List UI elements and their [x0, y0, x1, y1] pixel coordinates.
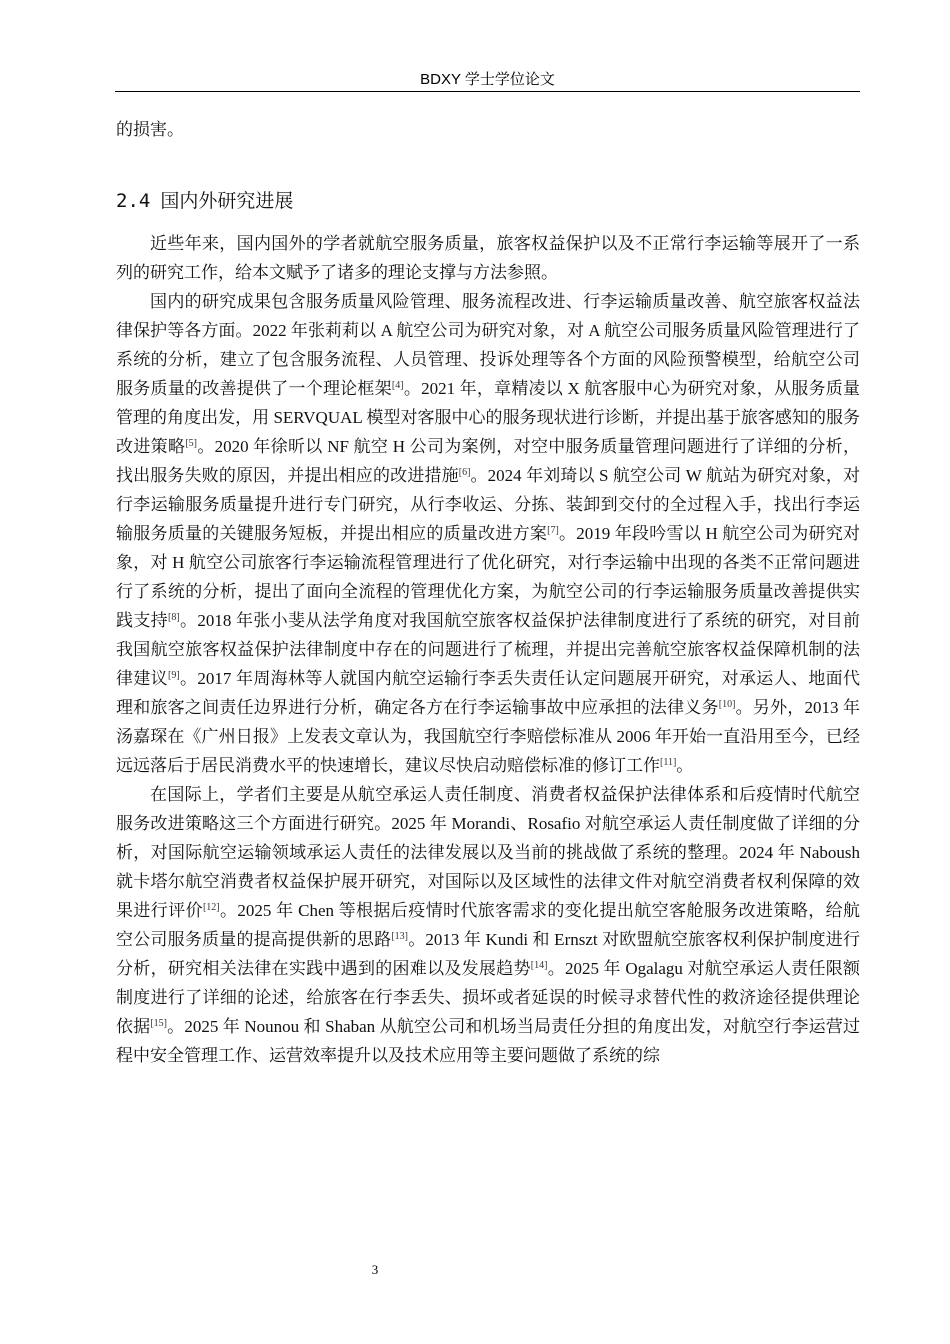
- page-number: 3: [371, 1262, 379, 1277]
- paragraph-intro: [116, 229, 860, 287]
- paragraph-text: 。2018 年张小斐从法学角度对我国航空旅客权益保护法律制度进行了系统的研究，对目前我国航空旅客权益保护法律制度中存在的问题进行了梳理，并提出完善航空旅客权益保障机制的法律建议: [116, 611, 860, 688]
- citation-marker: [8]: [168, 612, 180, 623]
- citation-marker: [11]: [660, 757, 677, 768]
- citation-marker: [4]: [391, 380, 404, 391]
- paragraph-text: 。2024 年刘琦以 S 航空公司 W 航站为研究对象，对行李运输服务质量提升进行专门研究，从行李收运、分拣、装卸到交付的全过程入手，找出行李运输服务质量的关键服务短板，并提出相应的质量改进方案: [116, 466, 860, 543]
- header-rule: [115, 91, 860, 92]
- citation-marker: [9]: [168, 670, 180, 681]
- paragraph-text: 。2021 年，章精凌以 X 航客服中心为研究对象，从服务质量管理的角度出发，用 SERVQUAL 模型对客服中心的服务现状进行诊断，并提出基于旅客感知的服务改进策略: [116, 379, 860, 456]
- paragraph-text: 近些年来，国内国外的学者就航空服务质量，旅客权益保护以及不正常行李运输等展开了一系列的研究工作，给本文赋予了诸多的理论支撑与方法参照。: [116, 234, 860, 282]
- paragraph-text: 国内的研究成果包含服务质量风险管理、服务流程改进、行李运输质量改善、航空旅客权益法律保护等各方面。2022 年张莉莉以 A 航空公司为研究对象，对 A 航空公司服务质量风险管理进行了系统的分析，建立了包含服务流程、人员管理、投诉处理等各个方面的风险预警模型，给航空公司服务质量的改善提供了一个理论框架: [116, 292, 860, 398]
- paragraph-text: 。2025 年 Chen 等根据后疫情时代旅客需求的变化提出航空客舱服务改进策略，给航空公司服务质量的提高提供新的思路: [116, 901, 860, 949]
- paragraph-text: 。2025 年 Ogalagu 对航空承运人责任限额制度进行了详细的论述，给旅客在行李丢失、损坏或者延误的时候寻求替代性的救济途径提供理论依据: [116, 959, 861, 1036]
- paragraph-text: 。2019 年段吟雪以 H 航空公司为研究对象，对 H 航空公司旅客行李运输流程管理进行了优化研究，对行李运输中出现的各类不正常问题进行了系统的分析，提出了面向全流程的管理优化方案，为航空公司的行李运输服务质量改善提供实践支持: [116, 524, 861, 630]
- paragraph-international-research: [116, 780, 860, 1070]
- running-header: BDXY 学士学位论文: [420, 71, 555, 88]
- citation-marker: [6]: [458, 467, 471, 478]
- paragraph-text: 在国际上，学者们主要是从航空承运人责任制度、消费者权益保护法律体系和后疫情时代航空服务改进策略这三个方面进行研究。2025 年 Morandi、Rosafio 对航空承运人责任制度做了详细的分析，对国际航空运输领域承运人责任的法律发展以及当前的挑战做了系统的整理。2024 年 Naboush 就卡塔尔航空消费者权益保护展开研究，对国际以及区域性的法律文件对航空消费者权利保障的效果进行评价: [116, 785, 860, 920]
- paragraph-text: 。另外，2013 年汤嘉琛在《广州日报》上发表文章认为，我国航空行李赔偿标准从 2006 年开始一直沿用至今，已经远远落后于居民消费水平的快速增长，建议尽快启动赔偿标准的修订工作: [116, 698, 861, 775]
- citation-marker: [5]: [185, 438, 198, 449]
- paragraph-domestic-research: [116, 287, 860, 780]
- citation-marker: [13]: [391, 931, 409, 942]
- citation-marker: [15]: [150, 1018, 168, 1029]
- section-body: [116, 229, 860, 1070]
- carryover-line: 的损害。: [116, 120, 184, 139]
- paragraph-text: 。2025 年 Nounou 和 Shaban 从航空公司和机场当局责任分担的角度出发，对航空行李运营过程中安全管理工作、运营效率提升以及技术应用等主要问题做了系统的综: [116, 1017, 861, 1065]
- citation-marker: [10]: [718, 699, 736, 710]
- section-heading: [116, 186, 293, 213]
- paragraph-text: 。2017 年周海林等人就国内航空运输行李丢失责任认定问题展开研究，对承运人、地面代理和旅客之间责任边界进行分析，确定各方在行李运输事故中应承担的法律义务: [116, 669, 860, 717]
- section-title: 国内外研究进展: [160, 190, 294, 212]
- citation-marker: [7]: [547, 525, 559, 536]
- citation-marker: [12]: [202, 902, 220, 913]
- carryover-text: [116, 115, 860, 144]
- section-number: 2.4: [116, 190, 151, 212]
- paragraph-text: 。2020 年徐昕以 NF 航空 H 公司为案例，对空中服务质量管理问题进行了详细的分析，找出服务失败的原因，并提出相应的改进措施: [116, 437, 860, 485]
- paragraph-text: 。2013 年 Kundi 和 Ernszt 对欧盟航空旅客权利保护制度进行分析，研究相关法律在实践中遇到的困难以及发展趋势: [116, 930, 860, 978]
- paragraph-text: 。: [676, 756, 694, 775]
- citation-marker: [14]: [530, 960, 548, 971]
